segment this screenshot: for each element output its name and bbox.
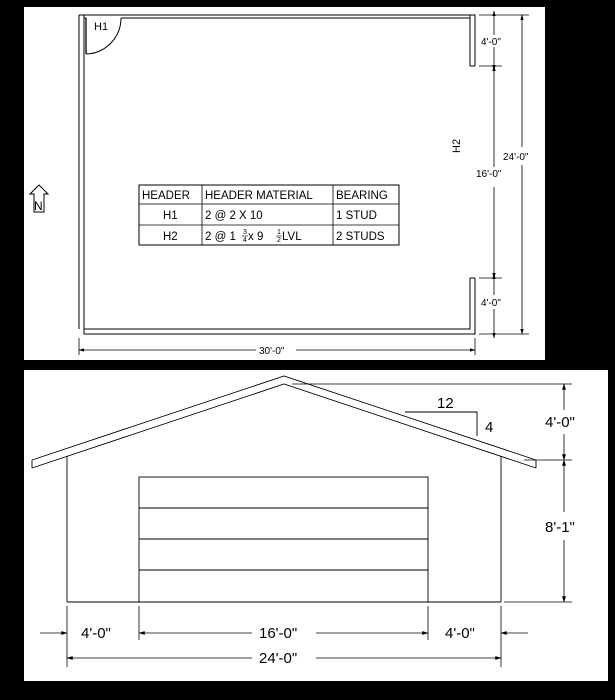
svg-text:3: 3: [243, 229, 247, 236]
svg-text:2 @ 1: 2 @ 1: [205, 231, 236, 243]
walls: [79, 15, 475, 334]
door-h1-label: H1: [94, 21, 109, 33]
dim-opening: 16'-0": [476, 169, 502, 180]
elevation-walls: [67, 456, 501, 602]
svg-text:x 9: x 9: [248, 231, 264, 243]
svg-text:4: 4: [243, 237, 247, 244]
pitch-run-label: 12: [437, 395, 454, 412]
dim-wall-height: 8'-1": [545, 519, 575, 536]
table-row1-bearing: 1 STUD: [336, 210, 377, 222]
table-row2-header: H2: [163, 231, 178, 243]
dim-overall-width: 30'-0": [259, 346, 285, 357]
table-col-material: HEADER MATERIAL: [205, 190, 313, 202]
elevation-vertical-dimensions: [292, 384, 572, 602]
elevation-drawing: [24, 370, 608, 681]
dim-bottom-segment: 4'-0": [481, 298, 501, 309]
dim-roof-height: 4'-0": [545, 414, 575, 431]
dim-top-segment: 4'-0": [481, 37, 501, 48]
table-row2-material: [205, 229, 302, 244]
svg-text:LVL: LVL: [282, 231, 302, 243]
pitch-symbol: [405, 412, 477, 436]
table-col-header: HEADER: [142, 190, 190, 202]
garage-door: [139, 477, 428, 602]
table-row1-material: 2 @ 2 X 10: [205, 210, 263, 222]
dim-overall-depth: 24'-0": [503, 152, 529, 163]
table-row1-header: H1: [163, 210, 178, 222]
dim-left-wall: 4'-0": [81, 625, 111, 642]
opening-h2-label: H2: [451, 138, 463, 153]
header-table: [139, 185, 399, 245]
north-arrow: [30, 185, 48, 213]
table-col-bearing: BEARING: [336, 190, 388, 202]
svg-text:2: 2: [277, 237, 281, 244]
dim-right-wall: 4'-0": [445, 625, 475, 642]
pitch-rise-label: 4: [485, 419, 494, 436]
dim-elevation-overall-width: 24'-0": [259, 650, 298, 667]
floor-plan-drawing: [24, 7, 545, 360]
roof: [32, 376, 536, 468]
dim-door-width: 16'-0": [259, 625, 298, 642]
svg-text:1: 1: [277, 229, 281, 236]
north-label: N: [34, 199, 43, 213]
table-row2-bearing: 2 STUDS: [336, 231, 385, 243]
floor-plan-panel: [24, 7, 545, 360]
elevation-panel: [24, 370, 608, 681]
door-h1: [86, 18, 121, 54]
